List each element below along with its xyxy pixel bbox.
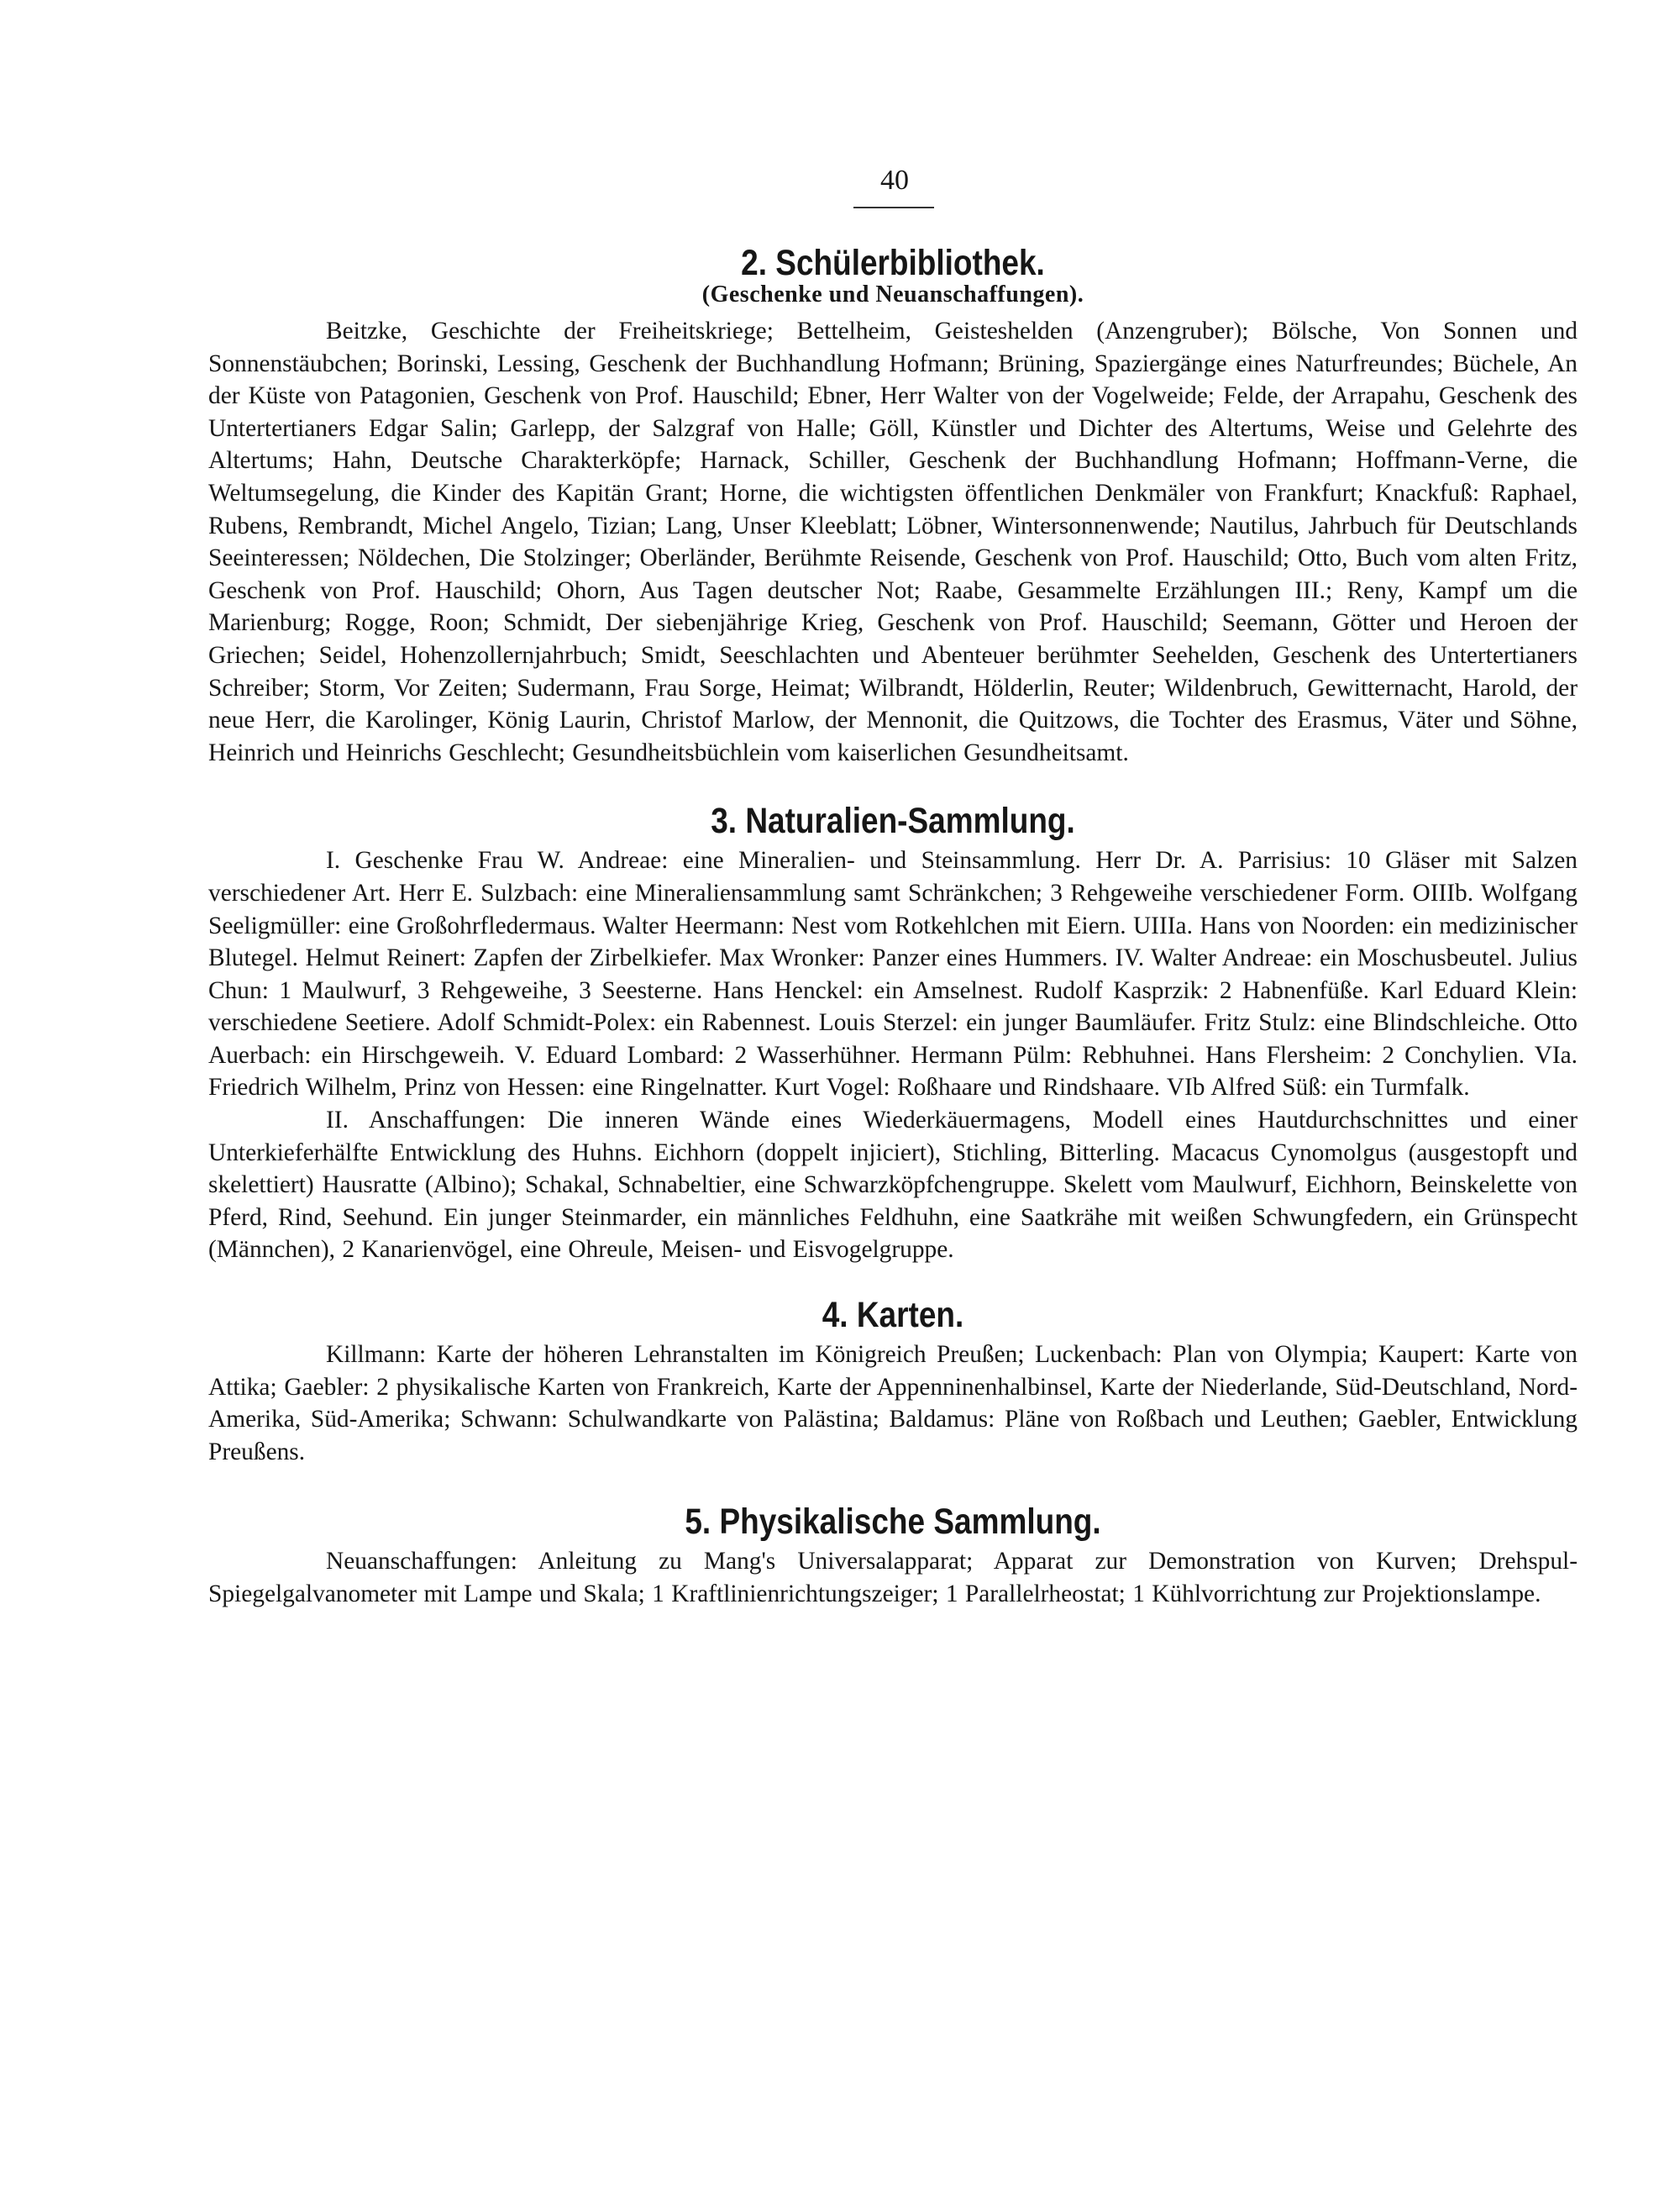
section-title-physikalische-sammlung: 5. Physikalische Sammlung. <box>685 1502 1101 1543</box>
section-gap <box>208 1468 1578 1498</box>
naturalien-geschenke-paragraph: I. Geschenke Frau W. Andreae: eine Mineralien- und Steinsammlung. Herr Dr. A. Parrisius: 10 Gläser mit Salzen verschiedener Art. Herr E. Sulzbach: eine Mineraliensammlung samt Schränkchen; 3 Rehgeweihe verschiedener Form. OIIIb. Wolfgang Seeligmüller: eine Großohrfledermaus. Walter Heermann: Nest vom Rotkehlchen mit Eiern. UIIIa. Hans von Noorden: ein medizinischer Blutegel. Helmut Reinert: Zapfen der Zirbelkiefer. Max Wronker: Panzer eines Hummers. IV. Walter Andreae: ein Moschusbeutel. Julius Chun: 1 Maulwurf, 3 Rehgeweihe, 3 Seesterne. Hans Henckel: ein Amselnest. Rudolf Kasprzik: 2 Habnenfüße. Karl Eduard Klein: verschiedene Seetiere. Adolf Schmidt-Polex: ein Rabennest. Louis Sterzel: ein junger Baumläufer. Fritz Stulz: eine Blindschleiche. Otto Auerbach: ein Hirschgeweih. V. Eduard Lombard: 2 Wasserhühner. Hermann Pülm: Rebhuhnei. Hans Flersheim: 2 Conchylien. VIa. Friedrich Wilhelm, Prinz von Hessen: eine Ringelnatter. Kurt Vogel: Roßhaare und Rindshaare. VIb Alfred Süß: ein Turmfalk. <box>208 847 1578 1102</box>
section-title-naturalien-sammlung: 3. Naturalien-Sammlung. <box>711 801 1075 842</box>
section-title-schuelerbibliothek: 2. Schülerbibliothek. <box>741 243 1045 283</box>
page-number: 40 <box>880 165 909 196</box>
page-number-underline <box>853 207 934 208</box>
schuelerbibliothek-paragraph: Beitzke, Geschichte der Freiheitskriege; Bettelheim, Geisteshelden (Anzengruber); Bölsche, Von Sonnen und Sonnenstäubchen; Borinski, Lessing, Geschenk der Buchhandlung Hofmann; Brüning, Spaziergänge eines Naturfreundes; Büchele, An der Küste von Patagonien, Geschenk von Prof. Hauschild; Ebner, Herr Walter von der Vogelweide; Felde, der Arrapahu, Geschenk des Untertertianers Edgar Salin; Garlepp, der Salzgraf von Halle; Göll, Künstler und Dichter des Altertums, Weise und Gelehrte des Altertums; Hahn, Deutsche Charakterköpfe; Harnack, Schiller, Geschenk der Buchhandlung Hofmann; Hoffmann-Verne, die Weltumsegelung, die Kinder des Kapitän Grant; Horne, die wichtigsten öffentlichen Denkmäler von Frankfurt; Knackfuß: Raphael, Rubens, Rembrandt, Michel Angelo, Tizian; Lang, Unser Kleeblatt; Löbner, Wintersonnenwende; Nautilus, Jahrbuch für Deutschlands Seeinteressen; Nöldechen, Die Stolzinger; Oberländer, Berühmte Reisende, Geschenk von Prof. Hauschild; Otto, Buch vom alten Fritz, Geschenk von Prof. Hauschild; Ohorn, Aus Tagen deutscher Not; Raabe, Gesammelte Erzählungen III.; Reny, Kampf um die Marienburg; Rogge, Roon; Schmidt, Der siebenjährige Krieg, Geschenk von Prof. Hauschild; Seemann, Götter und Heroen der Griechen; Seidel, Hohenzollernjahrbuch; Smidt, Seeschlachten und Abenteuer berühmter Seehelden, Geschenk des Untertertianers Schreiber; Storm, Vor Zeiten; Sudermann, Frau Sorge, Heimat; Wilbrandt, Hölderlin, Reuter; Wildenbruch, Gewitternacht, Harold, der neue Herr, die Karolinger, König Laurin, Christof Marlow, der Mennonit, die Quitzows, die Tochter des Erasmus, Väter und Söhne, Heinrich und Heinrichs Geschlecht; Gesundheitsbüchlein vom kaiserlichen Gesundheitsamt. <box>208 318 1578 766</box>
section-subtitle-schuelerbibliothek: (Geschenke und Neuanschaffungen). <box>701 281 1084 308</box>
karten-paragraph: Killmann: Karte der höheren Lehranstalten im Königreich Preußen; Luckenbach: Plan von Olympia; Kaupert: Karte von Attika; Gaebler: 2 physikalische Karten von Frankreich, Karte der Appenninenhalbinsel, Karte der Niederlande, Süd-Deutschland, Nord-Amerika, Süd-Amerika; Schwann: Schulwandkarte von Palästina; Baldamus: Pläne von Roßbach und Leuthen; Gaebler, Entwicklung Preußens. <box>208 1341 1578 1465</box>
section-gap <box>208 1266 1578 1291</box>
naturalien-anschaffungen-paragraph: II. Anschaffungen: Die inneren Wände eines Wiederkäuermagens, Modell eines Hautdurchschnittes und einer Unterkieferhälfte Entwicklung des Huhns. Eichhorn (doppelt injiciert), Stichling, Bitterling. Macacus Cynomolgus (ausgestopft und skelettiert) Hausratte (Albino); Schakal, Schnabeltier, eine Schwarzköpfchengruppe. Skelett vom Maulwurf, Eichhorn, Beinskelette von Pferd, Rind, Seehund. Ein junger Steinmarder, ein männliches Feldhuhn, eine Saatkrähe mit weißen Schwungfedern, ein Grünspecht (Männchen), 2 Kanarienvögel, eine Ohreule, Meisen- und Eisvogelgruppe. <box>208 1107 1578 1264</box>
physikalische-sammlung-paragraph: Neuanschaffungen: Anleitung zu Mang's Universalapparat; Apparat zur Demonstration von Kurven; Drehspul-Spiegelgalvanometer mit Lampe und Skala; 1 Kraftlinienrichtungszeiger; 1 Parallelrheostat; 1 Kühlvorrichtung zur Projektionslampe. <box>208 1548 1578 1607</box>
section-gap <box>208 769 1578 797</box>
page-content <box>208 239 1578 1611</box>
section-title-karten: 4. Karten. <box>822 1295 964 1336</box>
